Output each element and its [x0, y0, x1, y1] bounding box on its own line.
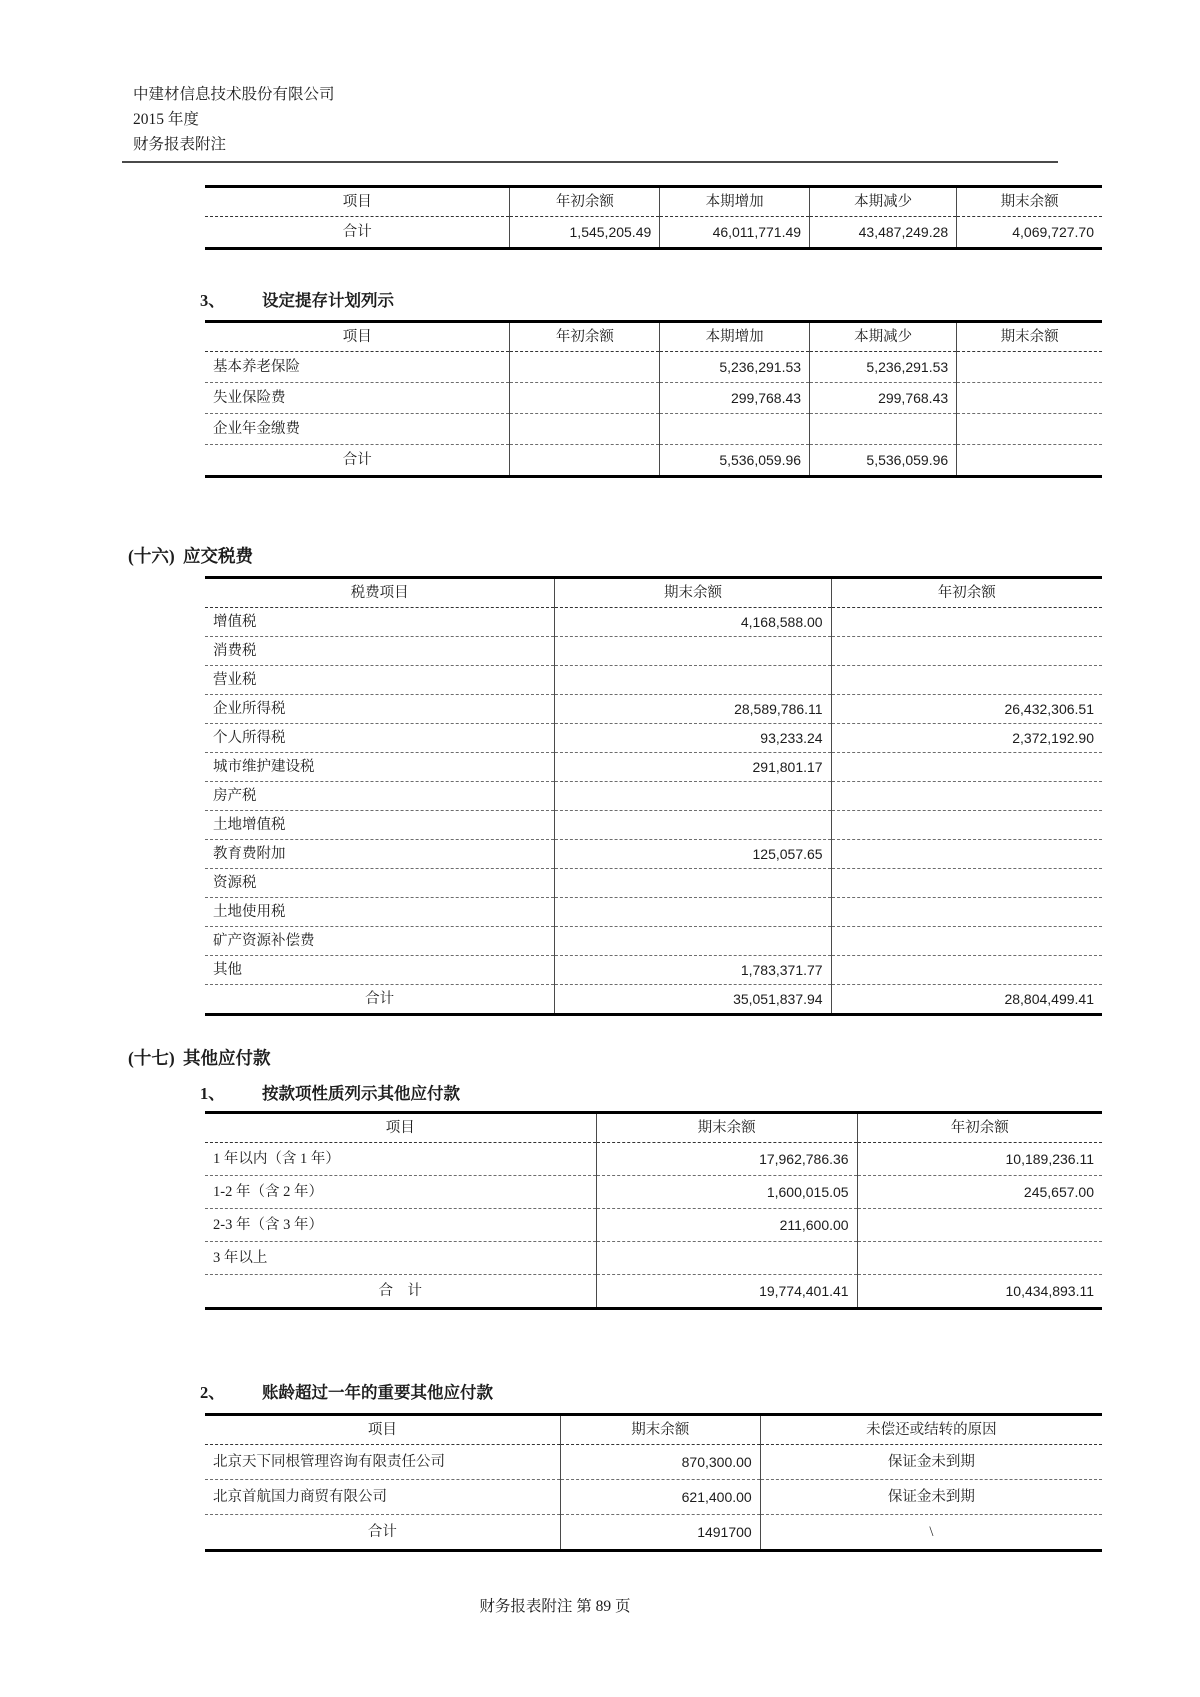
table-row	[205, 608, 1102, 637]
cell-value	[510, 445, 660, 477]
row-label: 北京天下同根管理咨询有限责任公司	[205, 1445, 560, 1480]
cell-value: 299,768.43	[660, 383, 810, 414]
section-heading-defined-contribution-plan	[200, 290, 1200, 312]
cell-value	[957, 352, 1102, 383]
table-row	[205, 1480, 1102, 1515]
aged-payables-table	[205, 1413, 1102, 1552]
cell-value	[831, 782, 1102, 811]
section-title: 设定提存计划列示	[262, 291, 394, 310]
cell-value	[596, 1242, 857, 1275]
section-number: (十七)	[128, 1048, 175, 1068]
row-label: 合 计	[378, 1283, 423, 1299]
payables-by-nature-table	[205, 1111, 1102, 1310]
document-header	[0, 0, 1200, 157]
table-row	[205, 352, 1102, 383]
table-row	[205, 753, 1102, 782]
column-header: 期末余额	[957, 322, 1102, 352]
cell-value: 4,168,588.00	[555, 608, 831, 637]
total-row	[205, 1275, 1102, 1309]
row-label: 3 年以上	[205, 1242, 596, 1275]
table-row	[205, 1209, 1102, 1242]
section-title: 按款项性质列示其他应付款	[262, 1084, 460, 1103]
row-label: 企业所得税	[205, 695, 555, 724]
fiscal-year: 2015 年度	[133, 111, 199, 128]
row-label: 城市维护建设税	[205, 753, 555, 782]
row-label: 1 年以内（含 1 年）	[205, 1143, 596, 1176]
header-divider	[122, 161, 1058, 163]
cell-value: 2,372,192.90	[831, 724, 1102, 753]
cell-value: 870,300.00	[560, 1445, 760, 1480]
cell-value	[510, 352, 660, 383]
cell-value	[831, 637, 1102, 666]
section-title: 其他应付款	[183, 1048, 271, 1068]
row-label: 营业税	[205, 666, 555, 695]
column-header: 本期增加	[660, 322, 810, 352]
cell-value	[957, 445, 1102, 477]
taxes-payable-table	[205, 576, 1102, 1016]
table-row	[205, 1445, 1102, 1480]
cell-value	[831, 898, 1102, 927]
cell-value	[510, 414, 660, 445]
cell-value: 93,233.24	[555, 724, 831, 753]
cell-value: 125,057.65	[555, 840, 831, 869]
row-label: 增值税	[205, 608, 555, 637]
section-number: 1、	[200, 1084, 225, 1103]
column-header: 年初余额	[857, 1113, 1102, 1143]
row-label: 消费税	[205, 637, 555, 666]
cell-value	[857, 1242, 1102, 1275]
cell-value	[510, 383, 660, 414]
header-row	[205, 578, 1102, 608]
cell-value	[831, 869, 1102, 898]
cell-value: 5,236,291.53	[810, 352, 957, 383]
row-label: 教育费附加	[205, 840, 555, 869]
company-name: 中建材信息技术股份有限公司	[133, 86, 335, 103]
column-header: 本期减少	[810, 187, 957, 217]
section-number: 2、	[200, 1383, 225, 1402]
column-header: 年初余额	[831, 578, 1102, 608]
row-label: 个人所得税	[205, 724, 555, 753]
cell-value: 4,069,727.70	[957, 217, 1102, 249]
column-header: 期末余额	[560, 1415, 760, 1445]
cell-value	[831, 666, 1102, 695]
cell-value: 43,487,249.28	[810, 217, 957, 249]
cell-value	[555, 637, 831, 666]
table-row	[205, 724, 1102, 753]
cell-value: 5,536,059.96	[660, 445, 810, 477]
row-label: 合计	[367, 1524, 397, 1540]
cell-value	[810, 414, 957, 445]
cell-value: 26,432,306.51	[831, 695, 1102, 724]
cell-value: 28,589,786.11	[555, 695, 831, 724]
row-label: 合计	[342, 452, 372, 468]
table-row	[205, 811, 1102, 840]
cell-value: 17,962,786.36	[596, 1143, 857, 1176]
table-row	[205, 414, 1102, 445]
total-row	[205, 217, 1102, 249]
table-row	[205, 1242, 1102, 1275]
column-header: 项目	[205, 322, 510, 352]
row-label: 企业年金缴费	[205, 414, 510, 445]
cell-value	[957, 383, 1102, 414]
table-row	[205, 956, 1102, 985]
cell-value	[957, 414, 1102, 445]
total-row	[205, 1515, 1102, 1551]
cell-value: 10,189,236.11	[857, 1143, 1102, 1176]
row-label: 其他	[205, 956, 555, 985]
table-row	[205, 637, 1102, 666]
cell-value: 19,774,401.41	[596, 1275, 857, 1309]
cell-value	[660, 414, 810, 445]
table-row	[205, 383, 1102, 414]
column-header: 本期增加	[660, 187, 810, 217]
row-label: 合计	[365, 991, 395, 1007]
row-label: 土地增值税	[205, 811, 555, 840]
row-label: 北京首航国力商贸有限公司	[205, 1480, 560, 1515]
column-header: 期末余额	[596, 1113, 857, 1143]
cell-value: 5,236,291.53	[660, 352, 810, 383]
cell-value: 保证金未到期	[760, 1480, 1102, 1515]
section-number: (十六)	[128, 546, 175, 566]
cell-value: 35,051,837.94	[555, 985, 831, 1015]
cell-value: 291,801.17	[555, 753, 831, 782]
cell-value	[831, 956, 1102, 985]
row-label: 失业保险费	[205, 383, 510, 414]
cell-value	[555, 782, 831, 811]
row-label: 资源税	[205, 869, 555, 898]
cell-value: 1,783,371.77	[555, 956, 831, 985]
cell-value: 1,545,205.49	[510, 217, 660, 249]
column-header: 期末余额	[555, 578, 831, 608]
column-header: 本期减少	[810, 322, 957, 352]
cell-value: 10,434,893.11	[857, 1275, 1102, 1309]
cell-value: 211,600.00	[596, 1209, 857, 1242]
header-row	[205, 1415, 1102, 1445]
column-header: 期末余额	[957, 187, 1102, 217]
cell-value: 46,011,771.49	[660, 217, 810, 249]
defined-contribution-table	[205, 320, 1102, 478]
table-row	[205, 666, 1102, 695]
table-row	[205, 1143, 1102, 1176]
total-row	[205, 445, 1102, 477]
cell-value	[831, 608, 1102, 637]
section-number: 3、	[200, 291, 225, 310]
cell-value	[555, 869, 831, 898]
cell-value: 621,400.00	[560, 1480, 760, 1515]
document-title: 财务报表附注	[133, 136, 227, 153]
cell-value	[555, 811, 831, 840]
section-heading-aged-payables	[200, 1382, 1200, 1404]
page-footer: 财务报表附注 第 89 页	[479, 1598, 631, 1615]
table-row	[205, 927, 1102, 956]
header-row	[205, 1113, 1102, 1143]
row-label: 合计	[342, 224, 372, 240]
cell-value: 5,536,059.96	[810, 445, 957, 477]
section-heading-taxes-payable	[128, 544, 1200, 569]
table-row	[205, 695, 1102, 724]
cell-value	[831, 840, 1102, 869]
table-row	[205, 1176, 1102, 1209]
cell-value: \	[760, 1515, 1102, 1551]
cell-value: 1,600,015.05	[596, 1176, 857, 1209]
section-heading-payables-by-nature	[200, 1083, 1200, 1105]
cell-value: 保证金未到期	[760, 1445, 1102, 1480]
row-label: 房产税	[205, 782, 555, 811]
cell-value	[555, 898, 831, 927]
header-row	[205, 187, 1102, 217]
cell-value	[857, 1209, 1102, 1242]
column-header: 年初余额	[510, 322, 660, 352]
header-row	[205, 322, 1102, 352]
cell-value: 299,768.43	[810, 383, 957, 414]
column-header: 税费项目	[205, 578, 555, 608]
row-label: 2-3 年（含 3 年）	[205, 1209, 596, 1242]
cell-value: 245,657.00	[857, 1176, 1102, 1209]
cell-value	[555, 666, 831, 695]
table-row	[205, 869, 1102, 898]
cell-value	[831, 811, 1102, 840]
section-heading-other-payables	[128, 1046, 1200, 1071]
cell-value	[555, 927, 831, 956]
column-header: 未偿还或结转的原因	[760, 1415, 1102, 1445]
table-row	[205, 840, 1102, 869]
table-row	[205, 782, 1102, 811]
cell-value: 1491700	[560, 1515, 760, 1551]
column-header: 项目	[205, 187, 510, 217]
column-header: 项目	[205, 1113, 596, 1143]
row-label: 矿产资源补偿费	[205, 927, 555, 956]
cell-value: 28,804,499.41	[831, 985, 1102, 1015]
row-label: 1-2 年（含 2 年）	[205, 1176, 596, 1209]
carryover-total-table	[205, 185, 1102, 250]
cell-value	[831, 753, 1102, 782]
total-row	[205, 985, 1102, 1015]
cell-value	[831, 927, 1102, 956]
row-label: 土地使用税	[205, 898, 555, 927]
section-title: 应交税费	[183, 546, 253, 566]
column-header: 年初余额	[510, 187, 660, 217]
table-row	[205, 898, 1102, 927]
column-header: 项目	[205, 1415, 560, 1445]
section-title: 账龄超过一年的重要其他应付款	[262, 1383, 493, 1402]
row-label: 基本养老保险	[205, 352, 510, 383]
